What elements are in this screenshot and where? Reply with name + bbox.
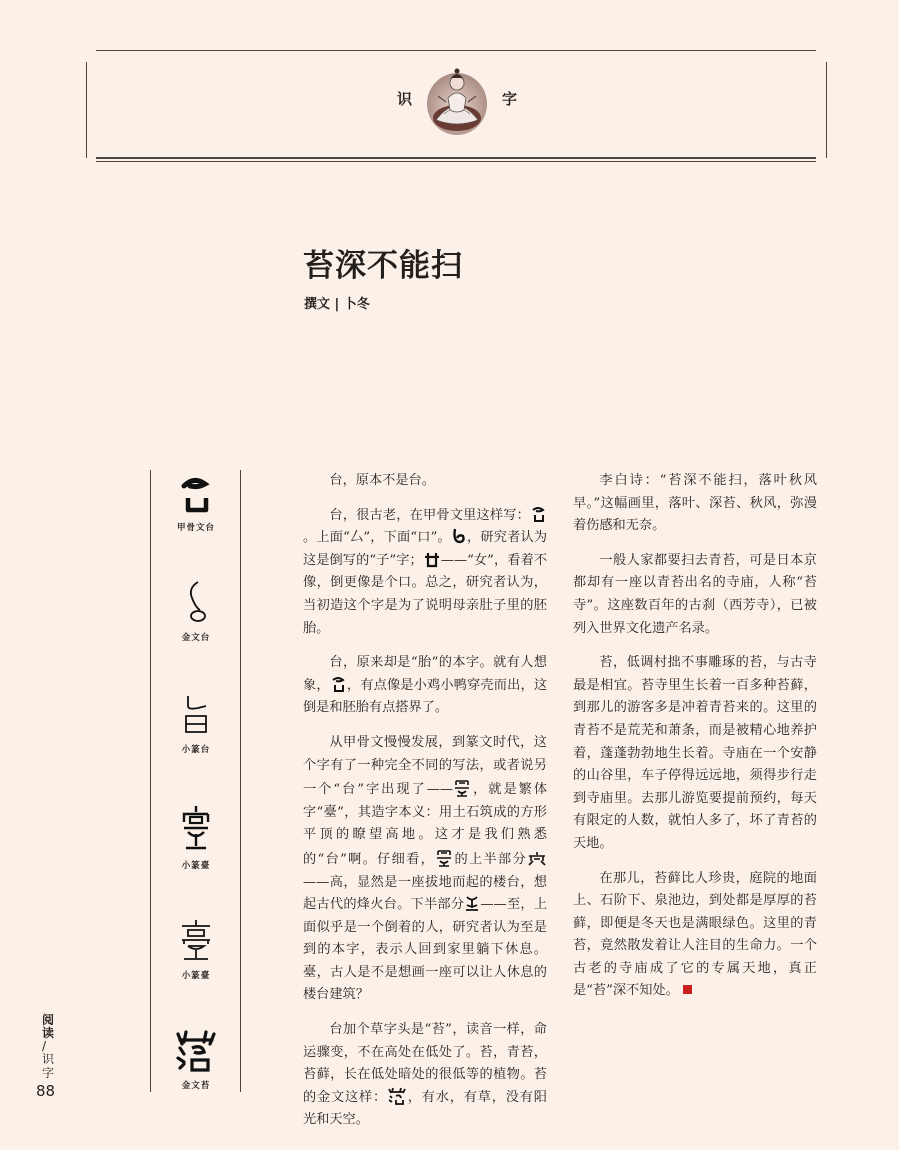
header-double-rule-bottom bbox=[96, 161, 816, 162]
glyph-bronze-tai bbox=[165, 578, 227, 643]
header-double-rule-top bbox=[96, 157, 816, 159]
text-run: 在那儿，苔藓比人珍贵，庭院的地面上、石阶下、泉池边，到处都是厚厚的苔藓，即便是冬天也是满眼绿色。这里的青苔，竟然散发着让人注目的生命力。一个古老的寺庙成了它的专属天地，真正是“苔”深不知处。 bbox=[573, 870, 817, 999]
text-run: 台，原来却是“胎”的本字。就有人想象， bbox=[303, 655, 547, 693]
paragraph bbox=[573, 868, 817, 1004]
text-run: ，有点像是小鸡小鸭穿壳而出，这倒是和胚胎有点搭界了。 bbox=[303, 677, 548, 716]
text-run: 台加个草字头是“苔”，读音一样，命运骤变，不在高处在低处了。苔，青苔，苔藓，长在低处暗处的很低等的植物。苔的金文这样： bbox=[303, 1022, 547, 1105]
text-run: 从甲骨文慢慢发展，到篆文时代，这个字有了一种完全不同的写法，或者说另一个“台”字出现了—— bbox=[303, 734, 547, 798]
page-number: 88 bbox=[36, 1082, 56, 1100]
glyph-caption: 小篆臺 bbox=[181, 861, 211, 871]
text-run: ——“女”，看着不像，倒更像是个口。总之，研究者认为，当初造这个字是为了说明母亲肚子里的胚胎。 bbox=[303, 552, 548, 636]
paragraph bbox=[303, 1019, 547, 1132]
paragraph bbox=[303, 732, 547, 1007]
zhi-bottom-inline-glyph bbox=[464, 894, 480, 912]
article-title: 苔深不能扫 bbox=[303, 248, 463, 284]
top-rule bbox=[96, 50, 816, 51]
frame-right-line bbox=[826, 62, 827, 158]
text-run: ——高，显然是一座拔地而起的楼台，想起古代的烽火台。下半部分 bbox=[303, 874, 547, 913]
seated-figure-emblem bbox=[422, 62, 492, 138]
sidebar-right-line bbox=[240, 470, 241, 1092]
sidebar-left-line bbox=[150, 470, 151, 1092]
glyph-oracle-tai bbox=[165, 474, 227, 533]
glyph-caption: 金文台 bbox=[181, 633, 211, 643]
inverted-child-inline-glyph bbox=[451, 527, 467, 545]
glyph-caption: 小篆臺 bbox=[181, 971, 211, 981]
left-text-column bbox=[303, 470, 547, 1144]
glyph-seal-tai-variant bbox=[165, 918, 227, 981]
paragraph bbox=[303, 652, 547, 720]
footer-column: 识字 bbox=[42, 1052, 55, 1080]
oracle-tai-inline-glyph bbox=[530, 505, 547, 523]
glyph-caption: 小篆台 bbox=[181, 745, 211, 755]
seal-tai-inline-glyph bbox=[453, 777, 471, 797]
seal-tai-inline-glyph bbox=[435, 847, 453, 867]
frame-left-line bbox=[86, 62, 87, 158]
text-run: ——至，上面似乎是一个倒着的人，研究者认为至是到的本字，表示人回到家里躺下休息。臺，古人是不是想画一座可以让人休息的楼台建筑？ bbox=[303, 897, 548, 1003]
gao-top-inline-glyph bbox=[527, 851, 547, 867]
footer-slash: / bbox=[42, 1039, 47, 1053]
text-run: 的上半部分 bbox=[453, 851, 528, 867]
bronze-tai-moss-glyph bbox=[174, 1030, 218, 1072]
paragraph bbox=[303, 505, 547, 641]
seal-tai-glyph bbox=[178, 692, 214, 736]
text-run: ，研究者认为这是倒写的“子”字； bbox=[303, 530, 548, 568]
glyph-seal-tai-traditional bbox=[165, 804, 227, 871]
end-of-article-mark bbox=[683, 985, 692, 994]
glyph-caption: 甲骨文台 bbox=[176, 523, 215, 533]
glyph-caption: 金文苔 bbox=[181, 1081, 211, 1091]
page-footer bbox=[36, 1013, 72, 1100]
right-text-column bbox=[573, 470, 817, 1015]
header-left-char: 识 bbox=[397, 90, 413, 108]
seal-tai-traditional-glyph bbox=[178, 804, 214, 852]
glyph-seal-tai bbox=[165, 692, 227, 755]
oracle-bone-tai-glyph bbox=[178, 474, 214, 514]
bronze-tai-glyph bbox=[178, 578, 214, 624]
footer-section: 阅读 bbox=[42, 1013, 55, 1040]
seal-tai-variant-glyph bbox=[178, 918, 214, 962]
text-run: 。上面“厶”，下面“口”。 bbox=[303, 530, 451, 546]
text-run: ，有水，有草，没有阳光和天空。 bbox=[303, 1089, 547, 1128]
glyph-bronze-tai-moss bbox=[165, 1030, 227, 1091]
paragraph: 苔，低调村拙不事雕琢的苔，与古寺最是相宜。苔寺里生长着一百多种苔藓，到那儿的游客多是冲着青苔来的。这里的青苔不是荒芜和萧条，而是被精心地养护着，蓬蓬勃勃地生长着。寺庙在一个安静的山谷里，车子停得远远地，须得步行走到寺庙里。去那儿游览要提前预约，每天有限定的人数，就怕人多了，坏了青苔的天地。 bbox=[573, 655, 817, 851]
paragraph: 一般人家都要扫去青苔，可是日本京都却有一座以青苔出名的寺庙，人称“苔寺”。这座数百年的古刹（西芳寺），已被列入世界文化遗产名录。 bbox=[573, 552, 817, 636]
header-right-char: 字 bbox=[502, 90, 518, 108]
text-run: ，就是繁体字“臺”，其造字本义：用土石筑成的方形平顶的瞭望高地。这才是我们熟悉的“台”啊。仔细看， bbox=[303, 782, 548, 867]
paragraph: 台，原本不是台。 bbox=[329, 473, 435, 488]
oracle-tai-inline-glyph bbox=[330, 675, 347, 693]
text-run: 台，很古老，在甲骨文里这样写： bbox=[329, 507, 530, 523]
article-byline: 撰文 | 卜冬 bbox=[304, 297, 370, 312]
paragraph: 李白诗：“苔深不能扫，落叶秋风早。”这幅画里，落叶、深苔、秋风，弥漫着伤感和无奈。 bbox=[573, 473, 817, 534]
bronze-moss-inline-glyph bbox=[387, 1087, 407, 1105]
woman-inline-glyph bbox=[423, 552, 441, 568]
